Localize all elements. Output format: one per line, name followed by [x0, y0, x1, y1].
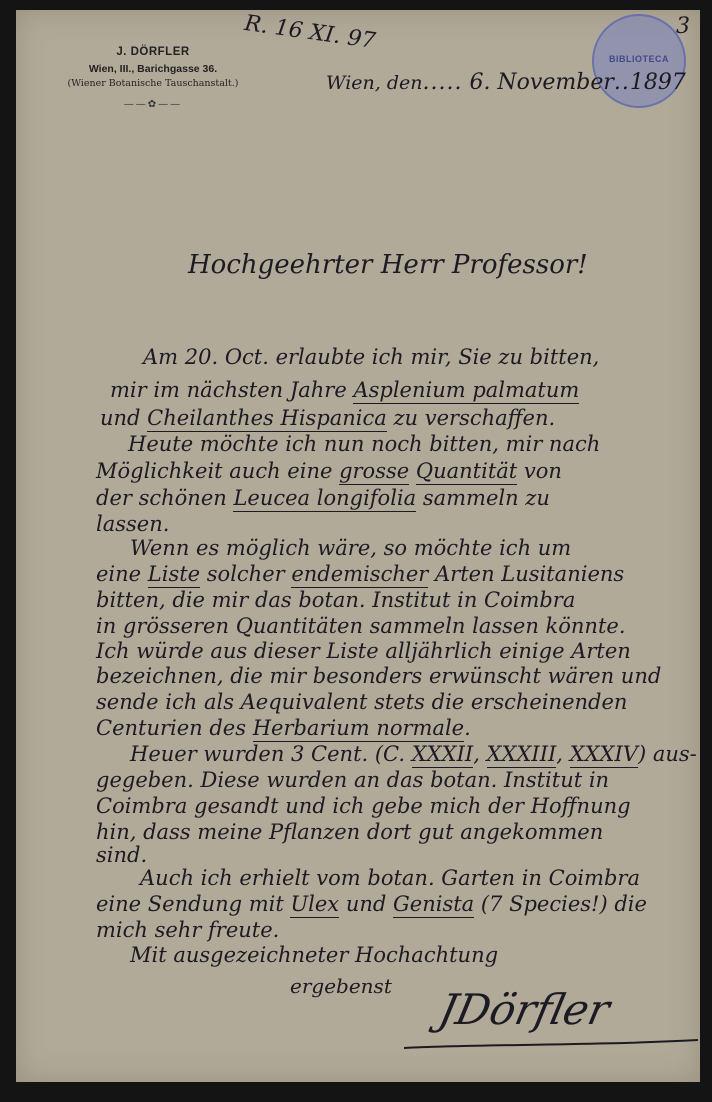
text: . [464, 716, 471, 740]
text: ) aus- [637, 742, 697, 766]
text: mir im nächsten Jahre [110, 378, 354, 402]
line [140, 866, 640, 890]
text: eine [96, 562, 148, 586]
text: Ich würde aus dieser Liste alljährlich einige Arten [96, 639, 631, 663]
line [96, 512, 169, 536]
text: , [556, 742, 570, 766]
text: bitten, die mir das botan. Institut in Coimbra [96, 588, 576, 612]
line [100, 406, 555, 430]
line [143, 345, 599, 369]
salutation: Hochgeehrter Herr Professor! [188, 250, 588, 280]
text: Auch ich erhielt vom botan. Garten in Coimbra [140, 866, 640, 890]
text: eine Sendung mit [96, 892, 291, 916]
dateline-dots-2: .. [613, 70, 630, 95]
text: und [100, 406, 148, 430]
signature: JDörfler [434, 985, 615, 1034]
text: Heute möchte ich nun noch bitten, mir nach [128, 432, 601, 456]
text: solcher [200, 562, 292, 586]
underlined-word: Quantität [415, 459, 518, 483]
underlined-word: grosse [339, 459, 410, 483]
text: Centurien des [96, 716, 253, 740]
closing-line: Mit ausgezeichneter Hochachtung [130, 943, 499, 967]
line [96, 562, 624, 586]
dateline [326, 70, 686, 95]
letterhead [40, 46, 266, 110]
line [96, 664, 661, 688]
text: und [339, 892, 393, 916]
text: sind. [96, 843, 148, 867]
archive-number: 3 [676, 14, 690, 39]
line [96, 486, 550, 510]
line [128, 432, 600, 456]
text: Am 20. Oct. erlaubte ich mir, Sie zu bitten, [143, 345, 600, 369]
text: mich sehr freute. [96, 918, 280, 942]
letterhead-name: J. DÖRFLER [116, 46, 190, 58]
dateline-place: Wien, den [326, 72, 423, 94]
text: Arten Lusitaniens [428, 562, 625, 586]
text: gegeben. Diese wurden an das botan. Institut in [96, 768, 610, 792]
line [96, 614, 626, 638]
line [96, 820, 603, 844]
underlined-species: Cheilanthes Hispanica [147, 406, 387, 430]
text: von [517, 459, 562, 483]
text: hin, dass meine Pflanzen dort gut angekommen [96, 820, 604, 844]
line [130, 742, 697, 766]
dateline-date: 6. November [469, 70, 614, 95]
line [96, 690, 627, 714]
line [96, 892, 647, 916]
letterhead-address: Wien, III., Barichgasse 36. [88, 63, 218, 75]
letterhead-ornament: ——✿—— [123, 99, 183, 110]
dateline-year: 1897 [629, 70, 686, 95]
line [96, 716, 471, 740]
underlined-numeral: XXXII [411, 742, 474, 766]
text: der schönen [96, 486, 234, 510]
text: lassen. [96, 512, 170, 536]
letterhead-subtitle: (Wiener Botanische Tauschanstalt.) [67, 78, 239, 89]
text: bezeichnen, die mir besonders erwünscht wären und [96, 664, 662, 688]
text [409, 459, 416, 483]
underlined-genus: Ulex [290, 892, 340, 916]
underlined-species: Asplenium palmatum [353, 378, 580, 402]
closing-regards: ergebenst [290, 974, 392, 998]
text: in grösseren Quantitäten sammeln lassen könnte. [96, 614, 626, 638]
line [96, 588, 575, 612]
underlined-numeral: XXXIII [486, 742, 557, 766]
text: , [473, 742, 487, 766]
underlined-species: Leucea longifolia [233, 486, 417, 510]
text: Wenn es möglich wäre, so möchte ich um [130, 536, 572, 560]
line [96, 843, 147, 867]
underlined-word: Liste [147, 562, 201, 586]
line [110, 378, 579, 402]
line [130, 536, 571, 560]
received-annotation: R. 16 XI. 97 [242, 10, 377, 55]
text: zu verschaffen. [386, 406, 556, 430]
line [96, 639, 631, 663]
text: sende ich als Aequivalent stets die erscheinenden [96, 690, 628, 714]
dateline-dots: ..... [422, 70, 463, 95]
line [96, 918, 279, 942]
text: sammeln zu [416, 486, 550, 510]
stamp-text: BIBLIOTECA [609, 54, 669, 64]
line [96, 768, 609, 792]
underlined-word: endemischer [291, 562, 429, 586]
text: Coimbra gesandt und ich gebe mich der Hoffnung [96, 794, 631, 818]
signature-flourish [402, 1030, 702, 1060]
text: Möglichkeit auch eine [96, 459, 340, 483]
line [96, 794, 631, 818]
text: (7 Species!) die [474, 892, 647, 916]
underlined-genus: Genista [393, 892, 475, 916]
text: Heuer wurden 3 Cent. (C. [130, 742, 412, 766]
underlined-title: Herbarium normale [252, 716, 465, 740]
line [96, 459, 562, 483]
underlined-numeral: XXXIV [569, 742, 638, 766]
